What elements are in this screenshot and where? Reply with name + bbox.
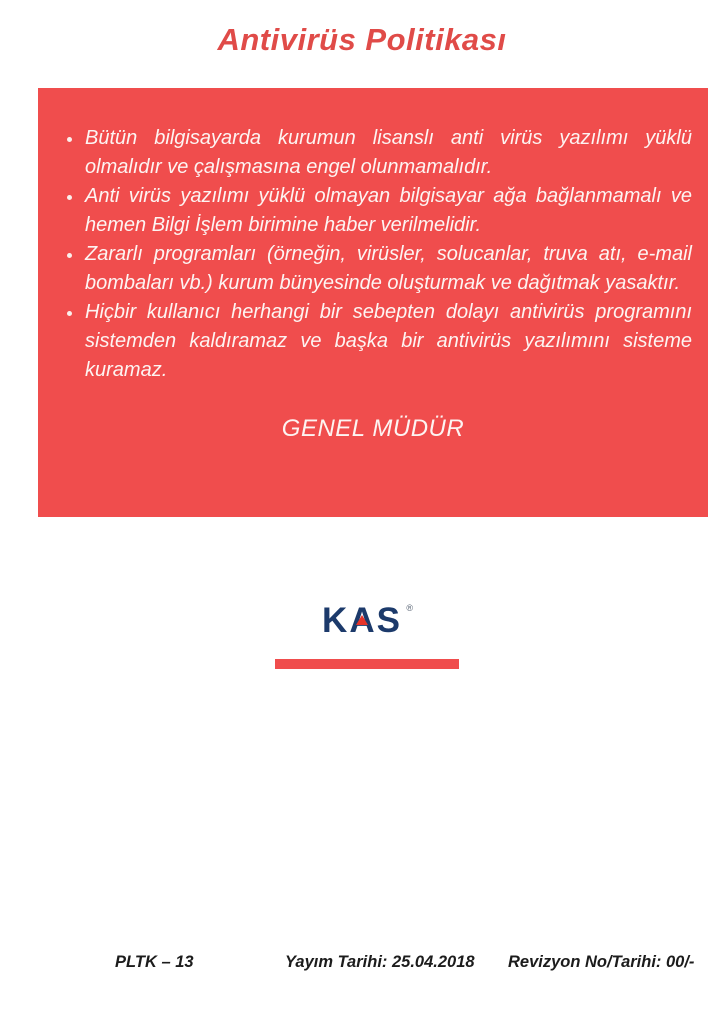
policy-bullet-text: Anti virüs yazılımı yüklü olmayan bilgisayar ağa bağlanmamalı ve hemen Bilgi İşlem birimine haber verilmelidir. xyxy=(85,185,692,236)
logo-underline-bar xyxy=(275,659,459,669)
policy-bullet-item xyxy=(38,182,692,240)
kas-logo-area xyxy=(0,603,724,639)
kas-logo xyxy=(322,601,413,640)
bullet-dot-icon xyxy=(67,195,72,200)
signature-genel-mudur: GENEL MÜDÜR xyxy=(281,415,465,442)
kas-logo-text: KAS xyxy=(322,601,402,640)
kas-logo-triangle-icon xyxy=(356,615,368,625)
registered-trademark-mark: ® xyxy=(406,603,413,613)
policy-bullet-list xyxy=(38,124,708,385)
policy-bullet-text: Hiçbir kullanıcı herhangi bir sebepten dolayı antivirüs programını sistemden kaldıramaz ve başka bir antivirüs yazılımını sisteme kuramaz. xyxy=(85,301,692,381)
bullet-dot-icon xyxy=(67,311,72,316)
policy-bullet-item xyxy=(38,124,692,182)
policy-bullet-item xyxy=(38,298,692,385)
page-title: Antivirüs Politikası xyxy=(217,22,507,57)
policy-box xyxy=(38,88,708,517)
policy-bullet-text: Bütün bilgisayarda kurumun lisanslı anti virüs yazılımı yüklü olmalıdır ve çalışmasına engel olunmamalıdır. xyxy=(85,127,692,178)
bullet-dot-icon xyxy=(67,137,72,142)
footer-doc-code: PLTK – 13 xyxy=(115,953,194,971)
footer-publish-date: Yayım Tarihi: 25.04.2018 xyxy=(285,953,475,971)
bullet-dot-icon xyxy=(67,253,72,258)
policy-bullet-item xyxy=(38,240,692,298)
footer xyxy=(0,953,724,977)
footer-revision: Revizyon No/Tarihi: 00/- xyxy=(508,953,695,971)
policy-bullet-text: Zararlı programları (örneğin, virüsler, solucanlar, truva atı, e-mail bombaları vb.) kurum bünyesinde oluşturmak ve dağıtmak yasaktır. xyxy=(85,243,692,294)
